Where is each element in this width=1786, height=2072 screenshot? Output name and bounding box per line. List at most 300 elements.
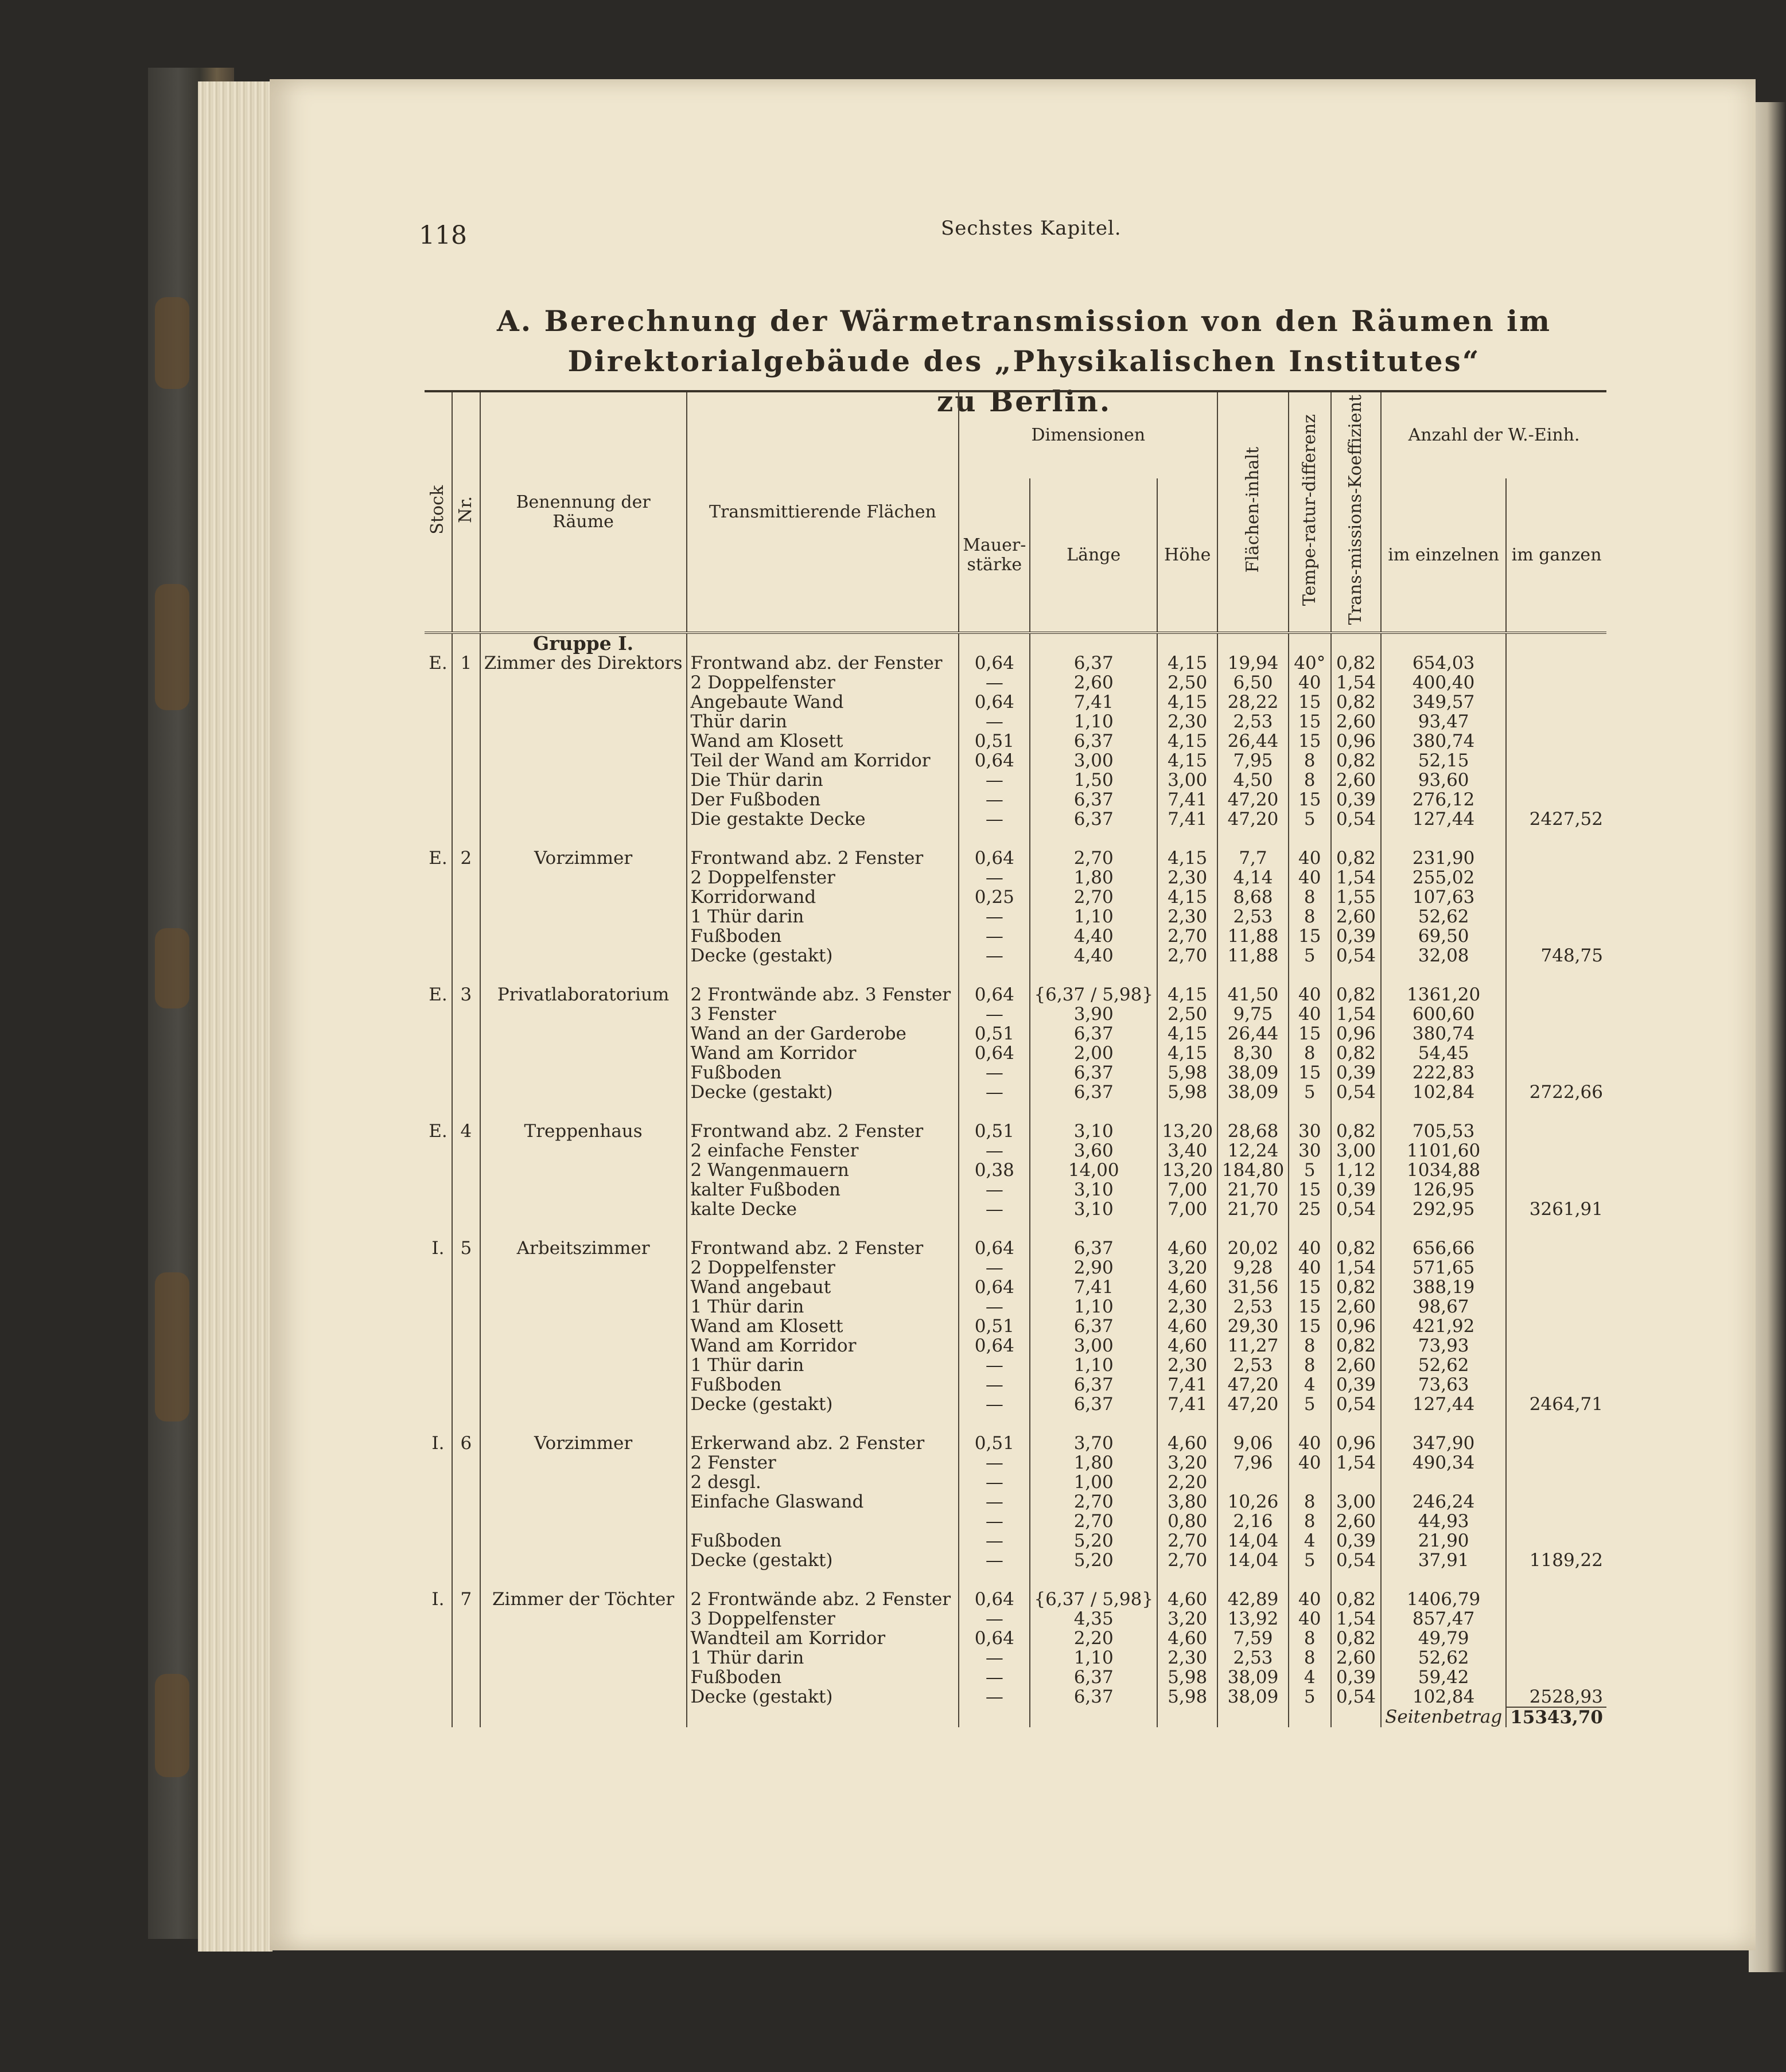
coefficient-value: 0,82	[1331, 751, 1381, 770]
wall-thickness: —	[959, 1297, 1030, 1317]
wall-thickness: 0,64	[959, 1590, 1030, 1609]
height-value: 4,15	[1157, 751, 1217, 770]
room-number	[452, 1004, 480, 1024]
room-floor	[425, 1629, 452, 1648]
room-number: 6	[452, 1434, 480, 1453]
coefficient-value: 0,82	[1331, 985, 1381, 1004]
room-floor	[425, 1004, 452, 1024]
temp-diff-value: 4	[1289, 1668, 1331, 1687]
surface-name: Frontwand abz. der Fenster	[687, 653, 959, 673]
room-number	[452, 1668, 480, 1687]
temp-diff-value: 15	[1289, 692, 1331, 712]
room-name: Zimmer der Töchter	[480, 1590, 687, 1609]
units-total-value	[1506, 1043, 1606, 1063]
units-total-value	[1506, 1317, 1606, 1336]
wall-thickness: —	[959, 1063, 1030, 1082]
room-number	[452, 1473, 480, 1492]
height-value: 4,15	[1157, 848, 1217, 868]
table-row	[425, 1629, 1606, 1648]
room-name: Vorzimmer	[480, 1434, 687, 1453]
length-value: 6,37	[1030, 790, 1157, 809]
units-total-value	[1506, 1492, 1606, 1512]
area-value: 26,44	[1217, 1024, 1288, 1043]
coefficient-value: 0,82	[1331, 692, 1381, 712]
room-number: 4	[452, 1121, 480, 1141]
room-name	[480, 926, 687, 946]
units-total-value	[1506, 770, 1606, 790]
length-value: 3,60	[1030, 1141, 1157, 1160]
units-single-value: 69,50	[1381, 926, 1506, 946]
area-value: 9,06	[1217, 1434, 1288, 1453]
height-value: 7,41	[1157, 1395, 1217, 1414]
room-floor	[425, 1317, 452, 1336]
height-value: 2,50	[1157, 673, 1217, 692]
room-name	[480, 1473, 687, 1492]
temp-diff-value: 5	[1289, 1395, 1331, 1414]
col-stock-header: Stock	[425, 391, 452, 633]
height-value: 7,00	[1157, 1180, 1217, 1199]
room-number	[452, 712, 480, 731]
units-single-value: 231,90	[1381, 848, 1506, 868]
table-row	[425, 751, 1606, 770]
room-name	[480, 1278, 687, 1297]
length-value: 1,50	[1030, 770, 1157, 790]
coefficient-value	[1331, 1473, 1381, 1492]
room-name	[480, 1356, 687, 1375]
room-floor	[425, 1024, 452, 1043]
units-single-value: 54,45	[1381, 1043, 1506, 1063]
room-name	[480, 1317, 687, 1336]
length-value: 14,00	[1030, 1160, 1157, 1180]
table-row	[425, 1297, 1606, 1317]
length-value: 3,10	[1030, 1121, 1157, 1141]
units-total-value	[1506, 1375, 1606, 1395]
height-value: 4,15	[1157, 887, 1217, 907]
wall-thickness: —	[959, 1199, 1030, 1219]
length-value: 6,37	[1030, 809, 1157, 829]
group-title: Gruppe I.	[480, 633, 687, 653]
temp-diff-value: 15	[1289, 731, 1331, 751]
length-value: 6,37	[1030, 1317, 1157, 1336]
table-row	[425, 1278, 1606, 1297]
wall-thickness: 0,64	[959, 985, 1030, 1004]
area-value: 7,95	[1217, 751, 1288, 770]
area-value: 12,24	[1217, 1141, 1288, 1160]
area-value: 29,30	[1217, 1317, 1288, 1336]
wall-thickness: 0,51	[959, 731, 1030, 751]
surface-name: 1 Thür darin	[687, 1648, 959, 1668]
units-single-value: 107,63	[1381, 887, 1506, 907]
room-name	[480, 712, 687, 731]
surface-name: Die Thür darin	[687, 770, 959, 790]
col-units-header: Anzahl der W.-Einh.	[1381, 391, 1606, 478]
room-name	[480, 1551, 687, 1570]
table-row	[425, 1492, 1606, 1512]
area-value: 9,75	[1217, 1004, 1288, 1024]
temp-diff-value: 5	[1289, 1551, 1331, 1570]
units-single-value: 380,74	[1381, 1024, 1506, 1043]
coefficient-value: 0,39	[1331, 1180, 1381, 1199]
coefficient-value: 0,96	[1331, 731, 1381, 751]
units-single-value: 1406,79	[1381, 1590, 1506, 1609]
units-single-value: 52,62	[1381, 907, 1506, 926]
height-value: 3,00	[1157, 770, 1217, 790]
col-surfaces-header: Transmittierende Flächen	[687, 391, 959, 633]
temp-diff-value: 40°	[1289, 653, 1331, 673]
temp-diff-value: 40	[1289, 848, 1331, 868]
room-floor: I.	[425, 1238, 452, 1258]
coefficient-value: 0,54	[1331, 946, 1381, 965]
length-value: 1,10	[1030, 1356, 1157, 1375]
units-total-value	[1506, 1336, 1606, 1356]
room-name: Vorzimmer	[480, 848, 687, 868]
temp-diff-value: 8	[1289, 1492, 1331, 1512]
area-value: 4,50	[1217, 770, 1288, 790]
units-single-value: 59,42	[1381, 1668, 1506, 1687]
surface-name: Wand am Klosett	[687, 1317, 959, 1336]
room-name	[480, 907, 687, 926]
wall-thickness: —	[959, 926, 1030, 946]
units-single-value: 73,63	[1381, 1375, 1506, 1395]
col-nr-header: Nr.	[452, 391, 480, 633]
temp-diff-value: 8	[1289, 1043, 1331, 1063]
title-line-1: A. Berechnung der Wärmetransmission von den Räumen im Direktorialgebäude des „Physikalischen Institutes“	[496, 304, 1551, 378]
room-name	[480, 1629, 687, 1648]
length-value: 2,00	[1030, 1043, 1157, 1063]
area-value: 8,68	[1217, 887, 1288, 907]
room-name	[480, 1180, 687, 1199]
coefficient-value: 0,54	[1331, 1551, 1381, 1570]
coefficient-value: 0,39	[1331, 1531, 1381, 1551]
height-value: 0,80	[1157, 1512, 1217, 1531]
wall-thickness: —	[959, 1687, 1030, 1707]
units-total-value	[1506, 1531, 1606, 1551]
temp-diff-value: 4	[1289, 1375, 1331, 1395]
area-value: 21,70	[1217, 1180, 1288, 1199]
room-name	[480, 1687, 687, 1707]
length-value: 1,00	[1030, 1473, 1157, 1492]
room-floor	[425, 1453, 452, 1473]
height-value: 4,15	[1157, 985, 1217, 1004]
table-row	[425, 1043, 1606, 1063]
wall-thickness: —	[959, 809, 1030, 829]
units-single-value: 37,91	[1381, 1551, 1506, 1570]
units-total-value	[1506, 712, 1606, 731]
units-single-value: 52,15	[1381, 751, 1506, 770]
units-single-value: 656,66	[1381, 1238, 1506, 1258]
height-value: 4,15	[1157, 1024, 1217, 1043]
room-number	[452, 1687, 480, 1707]
area-value: 47,20	[1217, 790, 1288, 809]
area-value: 41,50	[1217, 985, 1288, 1004]
surface-name: Wand am Klosett	[687, 731, 959, 751]
area-value: 2,53	[1217, 1356, 1288, 1375]
units-total-value	[1506, 1668, 1606, 1687]
surface-name: Angebaute Wand	[687, 692, 959, 712]
room-number	[452, 790, 480, 809]
temp-diff-value: 15	[1289, 1180, 1331, 1199]
col-total-header: im ganzen	[1511, 544, 1602, 565]
units-total-value	[1506, 1141, 1606, 1160]
room-floor	[425, 1063, 452, 1082]
temp-diff-value: 5	[1289, 1082, 1331, 1102]
wall-thickness: —	[959, 907, 1030, 926]
temp-diff-value: 8	[1289, 1648, 1331, 1668]
col-room-header: Benennung der Räume	[480, 391, 687, 633]
temp-diff-value: 40	[1289, 868, 1331, 887]
surface-name: Erkerwand abz. 2 Fenster	[687, 1434, 959, 1453]
coefficient-value: 0,82	[1331, 1121, 1381, 1141]
area-value: 14,04	[1217, 1531, 1288, 1551]
room-number	[452, 1160, 480, 1180]
coefficient-value: 0,39	[1331, 1063, 1381, 1082]
room-name	[480, 887, 687, 907]
surface-name: Teil der Wand am Korridor	[687, 751, 959, 770]
col-single-header: im einzelnen	[1381, 478, 1506, 633]
coefficient-value: 1,54	[1331, 1258, 1381, 1278]
table-row	[425, 926, 1606, 946]
height-value: 5,98	[1157, 1687, 1217, 1707]
room-number	[452, 1199, 480, 1219]
length-value: 4,35	[1030, 1609, 1157, 1629]
area-value: 2,53	[1217, 1297, 1288, 1317]
units-total-value	[1506, 1434, 1606, 1453]
height-value: 4,60	[1157, 1629, 1217, 1648]
units-total-value: 2427,52	[1529, 809, 1603, 830]
length-value: 2,70	[1030, 887, 1157, 907]
temp-diff-value: 5	[1289, 946, 1331, 965]
room-floor	[425, 1648, 452, 1668]
units-single-value: 654,03	[1381, 653, 1506, 673]
room-name: Zimmer des Direktors	[480, 653, 687, 673]
wall-thickness: —	[959, 770, 1030, 790]
units-total-value	[1506, 1590, 1606, 1609]
units-total-value	[1506, 1473, 1606, 1492]
temp-diff-value: 40	[1289, 1258, 1331, 1278]
wall-thickness: —	[959, 946, 1030, 965]
units-single-value: 347,90	[1381, 1434, 1506, 1453]
room-number: 2	[452, 848, 480, 868]
room-name	[480, 673, 687, 692]
height-value: 2,70	[1157, 926, 1217, 946]
coefficient-value: 0,82	[1331, 653, 1381, 673]
coefficient-value: 0,54	[1331, 809, 1381, 829]
running-head: Sechstes Kapitel.	[941, 217, 1122, 240]
coefficient-value: 1,54	[1331, 1609, 1381, 1629]
room-name: Treppenhaus	[480, 1121, 687, 1141]
length-value: 3,90	[1030, 1004, 1157, 1024]
title-line-2: zu Berlin.	[936, 384, 1112, 418]
area-value: 42,89	[1217, 1590, 1288, 1609]
coefficient-value: 0,82	[1331, 1043, 1381, 1063]
units-total-value	[1506, 1512, 1606, 1531]
units-single-value: 246,24	[1381, 1492, 1506, 1512]
table-row	[425, 985, 1606, 1004]
room-number	[452, 1609, 480, 1629]
area-value: 26,44	[1217, 731, 1288, 751]
units-total-value	[1506, 653, 1606, 673]
wall-thickness: —	[959, 1492, 1030, 1512]
table-row	[425, 1063, 1606, 1082]
temp-diff-value: 30	[1289, 1121, 1331, 1141]
length-value: 1,80	[1030, 1453, 1157, 1473]
units-single-value: 49,79	[1381, 1629, 1506, 1648]
transmission-table	[425, 390, 1606, 1727]
wall-thickness: 0,64	[959, 751, 1030, 770]
surface-name: Fußboden	[687, 1531, 959, 1551]
surface-name: 1 Thür darin	[687, 1356, 959, 1375]
units-total-value	[1506, 926, 1606, 946]
room-floor: E.	[425, 1121, 452, 1141]
coefficient-value: 0,96	[1331, 1317, 1381, 1336]
room-floor	[425, 1687, 452, 1707]
room-floor	[425, 1278, 452, 1297]
surface-name: 2 Fenster	[687, 1453, 959, 1473]
length-value: 4,40	[1030, 926, 1157, 946]
table-row	[425, 946, 1606, 965]
col-height-header: Höhe	[1157, 478, 1217, 633]
area-value: 38,09	[1217, 1082, 1288, 1102]
table-row	[425, 1609, 1606, 1629]
room-floor	[425, 790, 452, 809]
room-name	[480, 1082, 687, 1102]
room-floor: I.	[425, 1434, 452, 1453]
room-name	[480, 1395, 687, 1414]
area-value: 9,28	[1217, 1258, 1288, 1278]
coefficient-value: 1,54	[1331, 673, 1381, 692]
room-name	[480, 1668, 687, 1687]
height-value: 5,98	[1157, 1063, 1217, 1082]
room-floor: E.	[425, 653, 452, 673]
surface-name: Fußboden	[687, 926, 959, 946]
units-single-value: 93,60	[1381, 770, 1506, 790]
coefficient-value: 2,60	[1331, 1297, 1381, 1317]
wall-thickness: 0,64	[959, 1043, 1030, 1063]
table-row	[425, 1375, 1606, 1395]
table-row	[425, 868, 1606, 887]
units-total-value	[1506, 1609, 1606, 1629]
area-value: 2,16	[1217, 1512, 1288, 1531]
room-floor	[425, 1160, 452, 1180]
height-value: 4,60	[1157, 1590, 1217, 1609]
room-floor	[425, 1473, 452, 1492]
height-value: 2,30	[1157, 868, 1217, 887]
area-value: 10,26	[1217, 1492, 1288, 1512]
units-total-value	[1506, 1121, 1606, 1141]
table-row	[425, 1356, 1606, 1375]
room-number	[452, 1336, 480, 1356]
units-single-value: 421,92	[1381, 1317, 1506, 1336]
length-value: 6,37	[1030, 1375, 1157, 1395]
coefficient-value: 1,54	[1331, 1004, 1381, 1024]
coefficient-value: 0,39	[1331, 926, 1381, 946]
table-body	[425, 633, 1606, 1707]
length-value: 6,37	[1030, 1238, 1157, 1258]
area-value: 31,56	[1217, 1278, 1288, 1297]
area-value: 47,20	[1217, 1375, 1288, 1395]
table-row	[425, 1551, 1606, 1570]
surface-name: 1 Thür darin	[687, 1297, 959, 1317]
surface-name: Wandteil am Korridor	[687, 1629, 959, 1648]
temp-diff-value: 30	[1289, 1141, 1331, 1160]
area-value: 8,30	[1217, 1043, 1288, 1063]
surface-name: 2 einfache Fenster	[687, 1141, 959, 1160]
wall-thickness: 0,38	[959, 1160, 1030, 1180]
room-name	[480, 1336, 687, 1356]
col-length-header: Länge	[1030, 478, 1157, 633]
area-value: 7,7	[1217, 848, 1288, 868]
table-row	[425, 1004, 1606, 1024]
units-total-value	[1506, 1278, 1606, 1297]
height-value: 7,41	[1157, 790, 1217, 809]
length-value: {6,37 / 5,98}	[1030, 985, 1157, 1004]
temp-diff-value	[1289, 1473, 1331, 1492]
units-single-value: 21,90	[1381, 1531, 1506, 1551]
room-floor	[425, 1609, 452, 1629]
room-name	[480, 751, 687, 770]
table-row	[425, 1121, 1606, 1141]
room-name	[480, 790, 687, 809]
coefficient-value: 3,00	[1331, 1141, 1381, 1160]
room-number	[452, 1551, 480, 1570]
room-floor	[425, 751, 452, 770]
surface-name: Frontwand abz. 2 Fenster	[687, 1121, 959, 1141]
surface-name: 2 Doppelfenster	[687, 1258, 959, 1278]
units-total-value: 1189,22	[1529, 1550, 1603, 1571]
height-value: 3,20	[1157, 1258, 1217, 1278]
units-total-value	[1506, 1004, 1606, 1024]
room-number	[452, 1043, 480, 1063]
table-row	[425, 653, 1606, 673]
units-total-value	[1506, 907, 1606, 926]
table-row	[425, 887, 1606, 907]
table-row	[425, 1648, 1606, 1668]
table-row	[425, 770, 1606, 790]
wall-thickness: —	[959, 712, 1030, 731]
length-value: 2,70	[1030, 848, 1157, 868]
area-value: 7,59	[1217, 1629, 1288, 1648]
area-value: 14,04	[1217, 1551, 1288, 1570]
temp-diff-value: 40	[1289, 1590, 1331, 1609]
temp-diff-value: 15	[1289, 1024, 1331, 1043]
room-number	[452, 809, 480, 829]
table-row	[425, 1160, 1606, 1180]
surface-name: 2 Frontwände abz. 2 Fenster	[687, 1590, 959, 1609]
table-row	[425, 673, 1606, 692]
surface-name: Wand am Korridor	[687, 1336, 959, 1356]
wall-thickness: —	[959, 790, 1030, 809]
room-name	[480, 1648, 687, 1668]
room-floor: I.	[425, 1590, 452, 1609]
units-single-value: 98,67	[1381, 1297, 1506, 1317]
room-name	[480, 1024, 687, 1043]
table-row	[425, 1590, 1606, 1609]
length-value: 5,20	[1030, 1551, 1157, 1570]
surface-name: Decke (gestakt)	[687, 1395, 959, 1414]
height-value: 13,20	[1157, 1160, 1217, 1180]
wall-thickness: —	[959, 1531, 1030, 1551]
area-value: 11,88	[1217, 926, 1288, 946]
wall-thickness: 0,64	[959, 848, 1030, 868]
length-value: 7,41	[1030, 1278, 1157, 1297]
units-total-value: 748,75	[1540, 945, 1603, 967]
wall-thickness: 0,51	[959, 1121, 1030, 1141]
units-single-value: 127,44	[1381, 1395, 1506, 1414]
area-value: 6,50	[1217, 673, 1288, 692]
table-row	[425, 1687, 1606, 1707]
area-value: 13,92	[1217, 1609, 1288, 1629]
room-number	[452, 1297, 480, 1317]
